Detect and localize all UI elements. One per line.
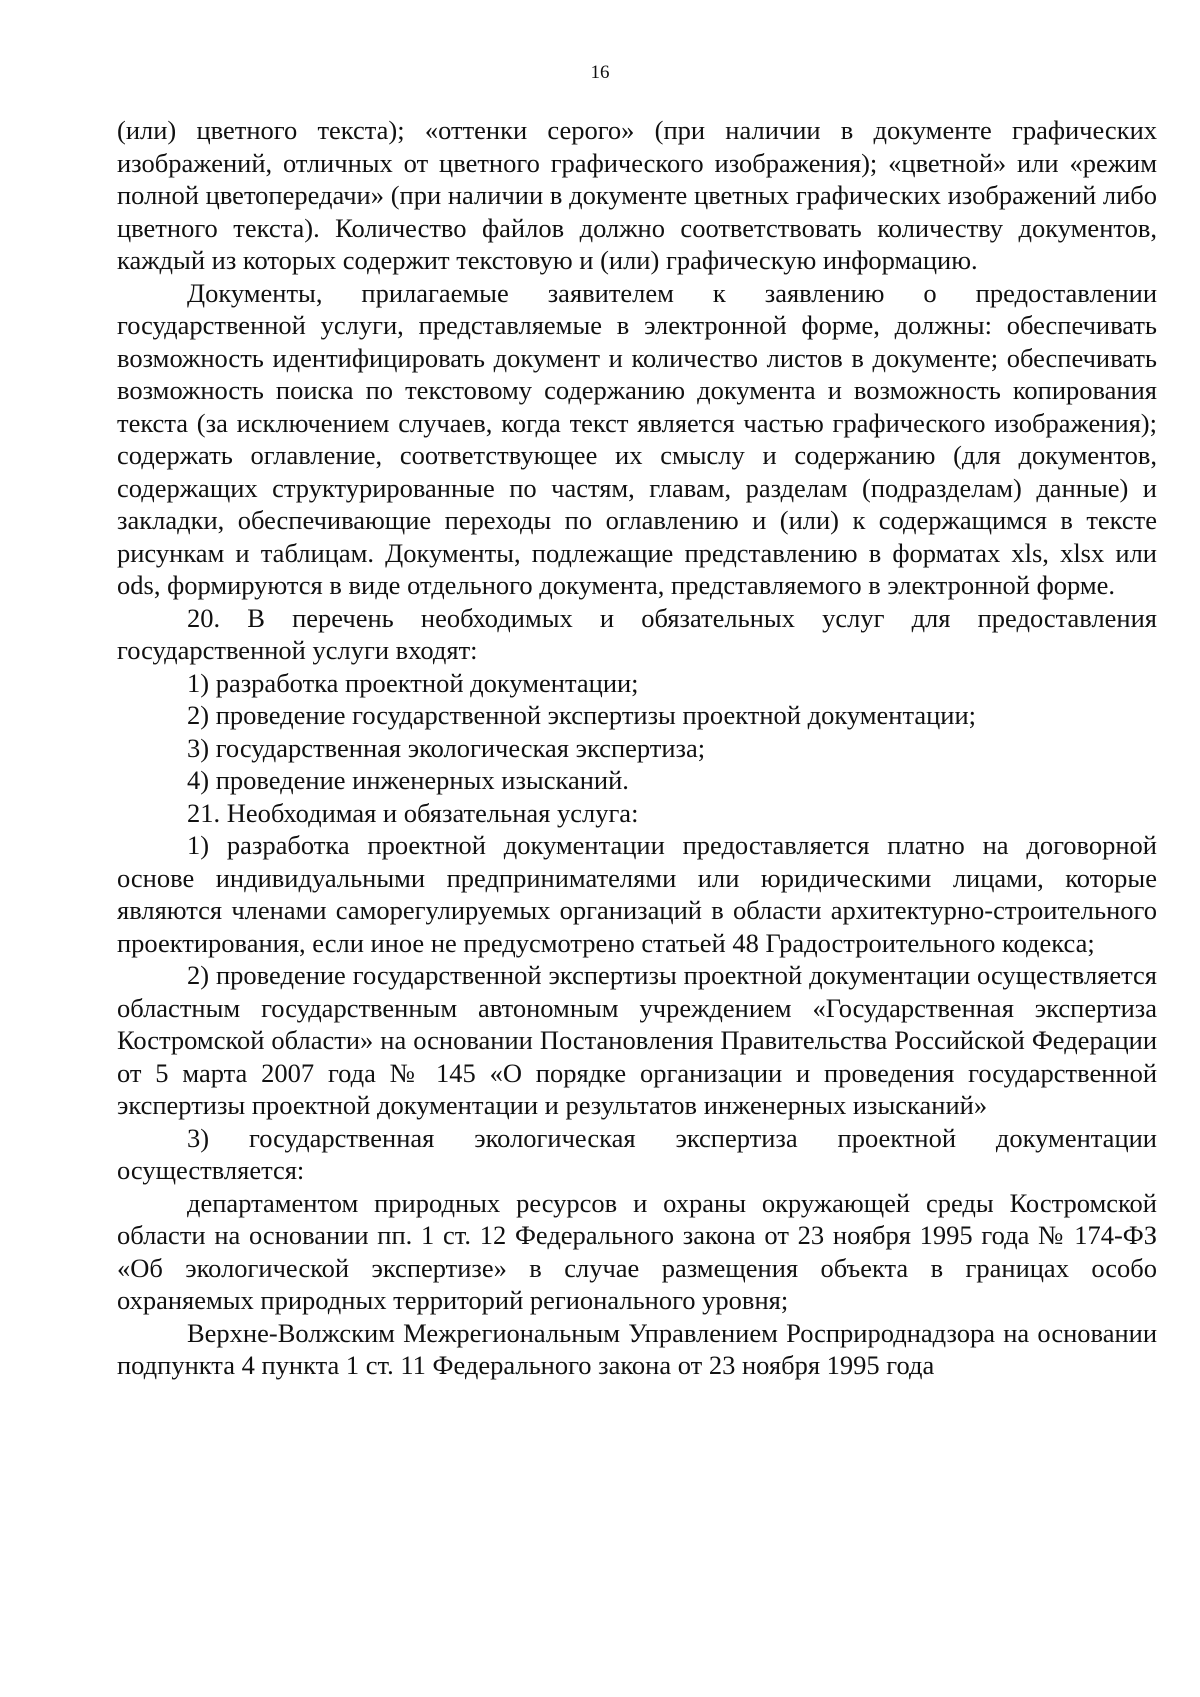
page-number: 16 [590,62,610,83]
list-item: 3) государственная экологическая экспертиза; [187,732,706,763]
paragraph-department: департаментом природных ресурсов и охраны окружающей среды Костромской области на основании пп. 1 ст. 12 Федерального закона от 23 ноября 1995 года № 174-ФЗ «Об экологической экспертизе» в случае размещения объекта в границах особо охраняемых природных территорий регионального уровня; [117,1187,1157,1315]
paragraph-item-20: 20. В перечень необходимых и обязательных услуг для предоставления государственной услуги входят: [117,602,1157,665]
paragraph-item-21: 21. Необходимая и обязательная услуга: [187,797,639,828]
paragraph-item-21-1: 1) разработка проектной документации предоставляется платно на договорной основе индивидуальными предпринимателями или юридическими лицами, которые являются членами саморегулируемых организаций в области архитектурно-строительного проектирования, если иное не предусмотрено статьей 48 Градостроительного кодекса; [117,830,1157,958]
paragraph-continuation: (или) цветного текста); «оттенки серого» (при наличии в документе графических изображений, отличных от цветного графического изображения); «цветной» или «режим полной цветопередачи» (при наличии в документе цветных графических изображений либо цветного текста). Количество файлов должно соответствовать количеству документов, каждый из которых содержит текстовую и (или) графическую информацию. [117,115,1157,275]
paragraph-item-21-3: 3) государственная экологическая экспертиза проектной документации осуществляется: [117,1122,1157,1185]
list-item: 4) проведение инженерных изысканий. [187,765,629,795]
list-item: 2) проведение государственной экспертизы проектной документации; [187,700,977,730]
document-body [117,114,1157,1382]
paragraph-electronic-documents: Документы, прилагаемые заявителем к заявлению о предоставлении государственной услуги, представляемые в электронной форме, должны: обеспечивать возможность идентифицировать документ и количество листов в документе; обеспечивать возможность поиска по текстовому содержанию документа и возможность копирования текста (за исключением случаев, когда текст является частью графического изображения); содержать оглавление, соответствующее их смыслу и содержанию (для документов, содержащих структурированные по частям, главам, разделам (подразделам) данные) и закладки, обеспечивающие переходы по оглавлению и (или) к содержащимся в тексте рисункам и таблицам. Документы, подлежащие представлению в форматах xls, xlsx или ods, формируются в виде отдельного документа, представляемого в электронной форме. [117,277,1157,600]
paragraph-item-21-2: 2) проведение государственной экспертизы проектной документации осуществляется областным государственным автономным учреждением «Государственная экспертиза Костромской области» на основании Постановления Правительства Российской Федерации от 5 марта 2007 года № 145 «О порядке организации и проведения государственной экспертизы проектной документации и результатов инженерных изысканий» [117,960,1157,1120]
paragraph-rosprirodnadzor: Верхне-Волжским Межрегиональным Управлением Росприроднадзора на основании подпункта 4 пункта 1 ст. 11 Федерального закона от 23 ноября 1995 года [117,1317,1157,1380]
list-item: 1) разработка проектной документации; [187,667,639,698]
